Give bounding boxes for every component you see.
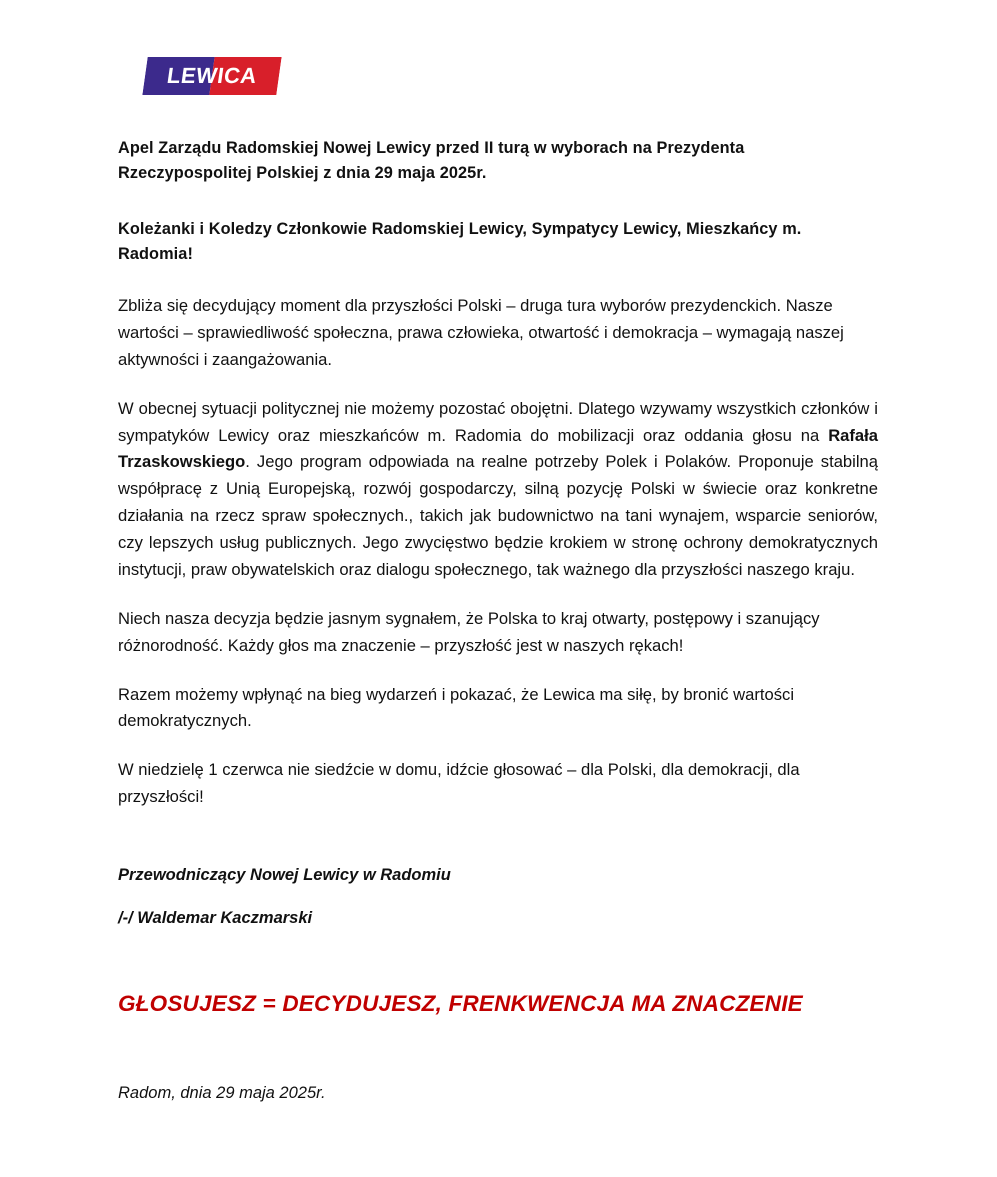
paragraph-appeal-part-1: W obecnej sytuacji politycznej nie możemy pozostać obojętni. Dlatego wzywamy wszystkich członków i sympatyków Lewicy oraz mieszkańców m. Radomia do mobilizacji oraz oddania głosu na (118, 398, 878, 445)
document-heading-primary: Apel Zarządu Radomskiej Nowej Lewicy przed II turą w wyborach na Prezydenta Rzeczypospolitej Polskiej z dnia 29 maja 2025r. (118, 139, 745, 183)
document-heading-salutation: Koleżanki i Koledzy Członkowie Radomskiej Lewicy, Sympatycy Lewicy, Mieszkańcy m. Radomia! (118, 219, 802, 263)
paragraph-together: Razem możemy wpłynąć na bieg wydarzeń i pokazać, że Lewica ma siłę, by bronić wartości demokratycznych. (118, 684, 795, 731)
paragraph-appeal (118, 396, 878, 584)
logo-shape (142, 57, 281, 95)
logo-text: LEWICA (165, 63, 259, 88)
signature-block (118, 863, 878, 931)
paragraph-appeal-part-2: . Jego program odpowiada na realne potrzeby Polek i Polaków. Proponuje stabilną współpracę z Unią Europejską, rozwój gospodarczy, silną pozycję Polski w świecie oraz konkretne działania na rzecz spraw społecznych., takich jak budownictwo na tani wynajem, wsparcie seniorów, czy lepszych usług publicznych. Jego zwycięstwo będzie krokiem w stronę ochrony demokratycznych instytucji, praw obywatelskich oraz dialogu społecznego, tak ważnego dla przyszłości naszego kraju. (118, 452, 878, 579)
signature-name: /-/ Waldemar Kaczmarski (118, 908, 313, 927)
paragraph-call-to-vote: W niedzielę 1 czerwca nie siedźcie w domu, idźcie głosować – dla Polski, dla demokracji, dla przyszłości! (118, 760, 800, 807)
campaign-slogan: GŁOSUJESZ = DECYDUJESZ, FRENKWENCJA MA ZNACZENIE (118, 990, 803, 1016)
document-content (118, 136, 878, 1128)
candidate-name: Rafała Trzaskowskiego (118, 425, 878, 472)
place-and-date: Radom, dnia 29 maja 2025r. (118, 1083, 326, 1102)
paragraph-intro: Zbliża się decydujący moment dla przyszłości Polski – druga tura wyborów prezydenckich. Nasze wartości – sprawiedliwość społeczna, prawa człowieka, otwartość i demokracja – wymagają naszej aktywności i zaangażowania. (118, 296, 844, 369)
signature-title: Przewodniczący Nowej Lewicy w Radomiu (118, 866, 451, 884)
lewica-logo (145, 57, 279, 95)
paragraph-signal: Niech nasza decyzja będzie jasnym sygnałem, że Polska to kraj otwarty, postępowy i szanujący różnorodność. Każdy głos ma znaczenie – przyszłość jest w naszych rękach! (118, 608, 820, 655)
